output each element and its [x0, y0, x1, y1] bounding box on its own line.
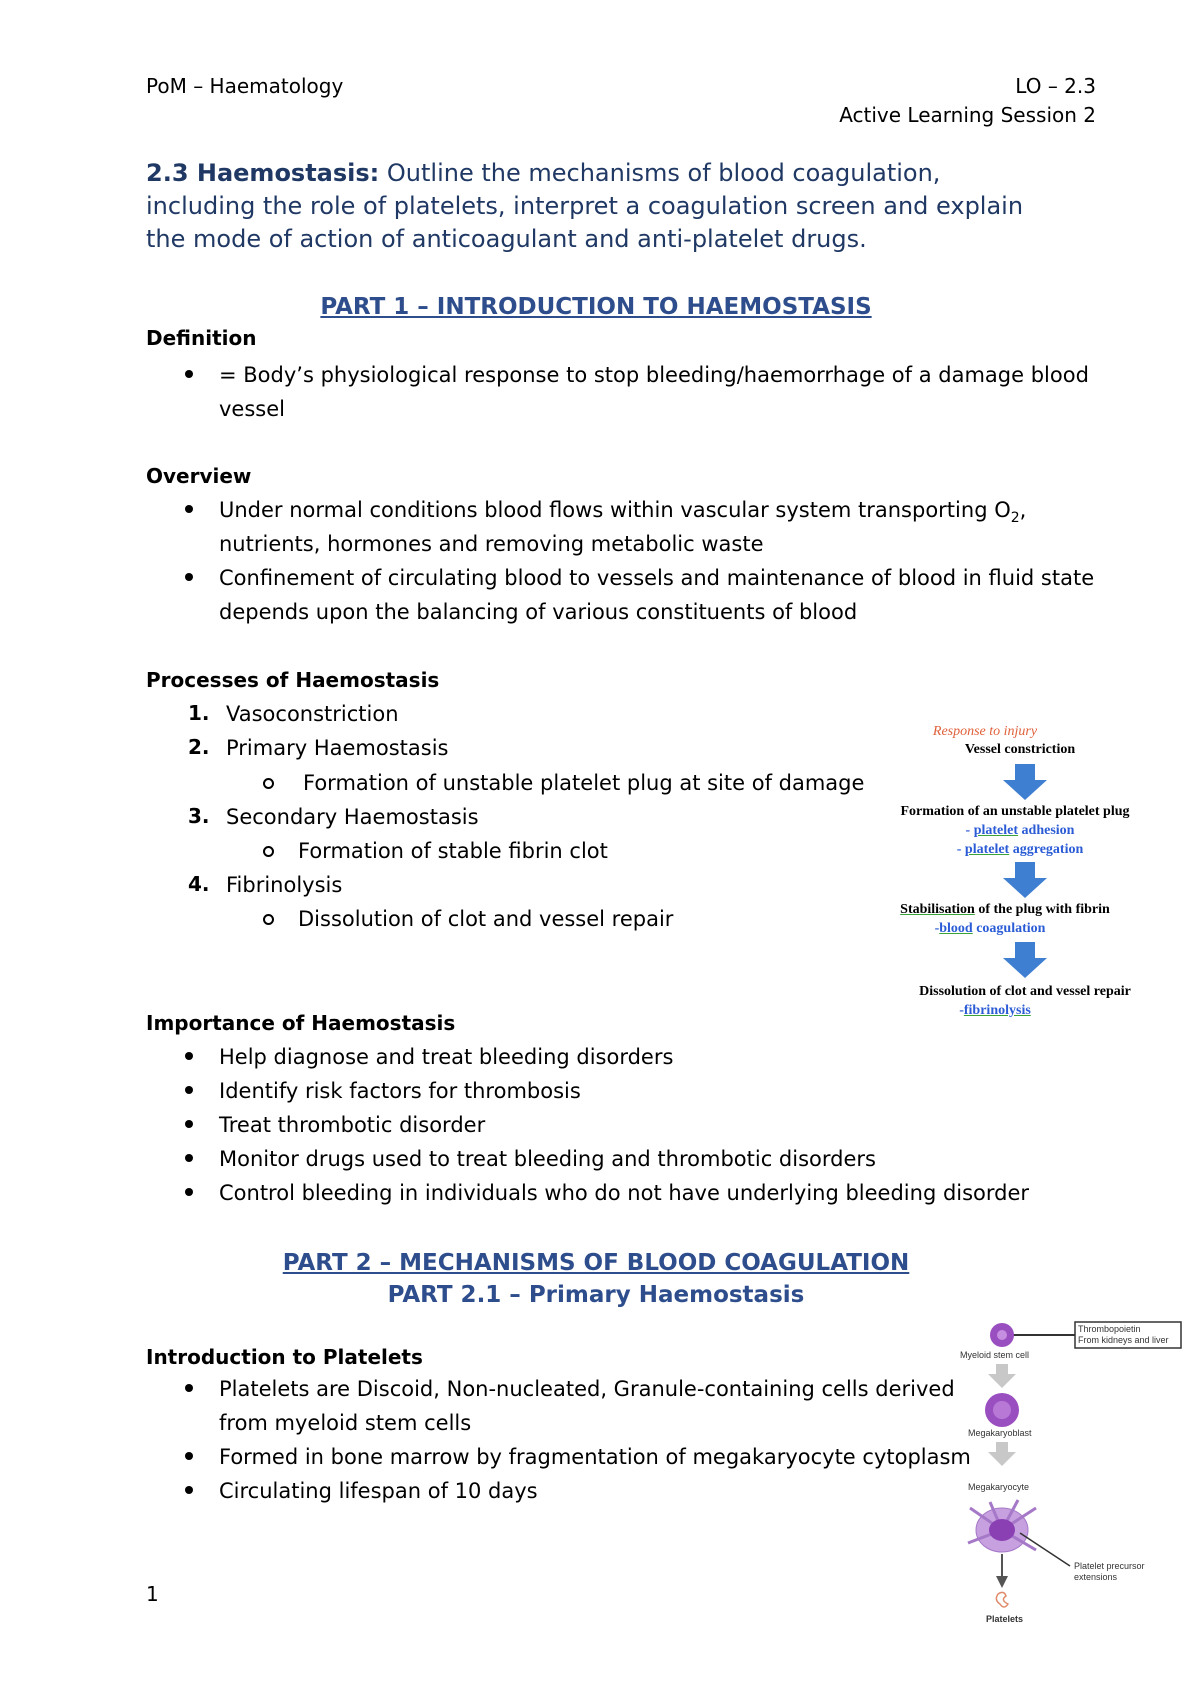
lo-line1: Outline the mechanisms of blood coagulation,	[379, 159, 941, 187]
step-dissolution: Dissolution of clot and vessel repair	[919, 984, 1131, 999]
circle-bullet-icon	[263, 778, 274, 789]
step-unstable-plug: Formation of an unstable platelet plug	[900, 804, 1130, 819]
step-platelet-aggregation: - platelet aggregation	[956, 842, 1084, 857]
header-session: Active Learning Session 2	[839, 103, 1096, 127]
importance-heading: Importance of Haemostasis	[146, 1011, 456, 1035]
overview-item1-cont: nutrients, hormones and removing metabolic waste	[219, 532, 764, 556]
page-number: 1	[146, 1582, 159, 1606]
label-myeloid-stem-cell: Myeloid stem cell	[960, 1350, 1030, 1360]
overview-item2: Confinement of circulating blood to vessels and maintenance of blood in fluid state	[219, 566, 1095, 590]
process-item-3: Secondary Haemostasis	[226, 805, 479, 829]
header-lo: LO – 2.3	[1015, 74, 1096, 98]
circle-bullet-icon	[263, 914, 274, 925]
platelets-item-3: Circulating lifespan of 10 days	[219, 1479, 538, 1503]
importance-item-3: Treat thrombotic disorder	[219, 1113, 486, 1137]
comma: ,	[1019, 498, 1027, 522]
process-sub-3: Dissolution of clot and vessel repair	[298, 907, 674, 931]
part1-title: PART 1 – INTRODUCTION TO HAEMOSTASIS	[320, 294, 872, 320]
learning-objective	[146, 157, 1076, 256]
platelets-item-1-cont: from myeloid stem cells	[219, 1411, 472, 1435]
bullet-icon	[185, 1154, 193, 1162]
definition-line2: vessel	[219, 397, 285, 421]
bullet-icon	[185, 1486, 193, 1494]
part2-title: PART 2 – MECHANISMS OF BLOOD COAGULATION	[282, 1250, 910, 1276]
lo-line3: the mode of action of anticoagulant and anti-platelet drugs.	[146, 225, 867, 253]
part2-subtitle: PART 2.1 – Primary Haemostasis	[387, 1282, 805, 1308]
response-to-injury-label: Response to injury	[932, 724, 1038, 739]
platelets-item-1: Platelets are Discoid, Non-nucleated, Granule-containing cells derived	[219, 1377, 955, 1401]
list-number: 4.	[188, 872, 210, 896]
bullet-icon	[185, 505, 193, 513]
importance-item-1: Help diagnose and treat bleeding disorders	[219, 1045, 674, 1069]
processes-heading: Processes of Haemostasis	[146, 668, 440, 692]
list-number: 2.	[188, 735, 210, 759]
step-vessel-constriction: Vessel constriction	[964, 742, 1076, 757]
step-blood-coagulation: -blood coagulation	[934, 921, 1046, 936]
process-item-1: Vasoconstriction	[226, 702, 399, 726]
process-item-2: Primary Haemostasis	[226, 736, 449, 760]
definition-heading: Definition	[146, 326, 257, 350]
list-number: 1.	[188, 701, 210, 725]
label-platelets: Platelets	[986, 1614, 1024, 1624]
bullet-icon	[185, 573, 193, 581]
overview-heading: Overview	[146, 464, 252, 488]
step-platelet-adhesion: - platelet adhesion	[965, 823, 1075, 838]
platelets-item-2: Formed in bone marrow by fragmentation of megakaryocyte cytoplasm	[219, 1445, 971, 1469]
lo-line2: including the role of platelets, interpret a coagulation screen and explain	[146, 192, 1024, 220]
importance-item-4: Monitor drugs used to treat bleeding and thrombotic disorders	[219, 1147, 876, 1171]
lo-prefix: 2.3 Haemostasis:	[146, 159, 380, 187]
down-arrow-icon	[1003, 942, 1047, 978]
circle-bullet-icon	[263, 846, 274, 857]
label-platelet-precursor: Platelet precursor extensions	[1074, 1561, 1145, 1582]
overview-item2-cont: depends upon the balancing of various constituents of blood	[219, 600, 858, 624]
label-megakaryoblast: Megakaryoblast	[968, 1428, 1032, 1438]
subscript-2: 2	[1010, 510, 1020, 527]
platelets-heading: Introduction to Platelets	[146, 1345, 423, 1369]
bullet-icon	[185, 370, 193, 378]
overview-item1-text: Under normal conditions blood flows within vascular system transporting O	[219, 498, 1011, 522]
process-sub-2: Formation of stable fibrin clot	[298, 839, 608, 863]
process-sub-1: Formation of unstable platelet plug at site of damage	[303, 771, 865, 795]
bullet-icon	[185, 1188, 193, 1196]
haemostasis-flow-diagram	[855, 720, 1175, 1040]
down-arrow-icon	[1003, 764, 1047, 800]
bullet-icon	[185, 1052, 193, 1060]
header-left: PoM – Haematology	[146, 74, 344, 98]
step-stabilisation: Stabilisation of the plug with fibrin	[900, 902, 1110, 917]
definition-line1: = Body’s physiological response to stop bleeding/haemorrhage of a damage blood	[219, 363, 1089, 387]
bullet-icon	[185, 1120, 193, 1128]
thrombopoietin-box: Thrombopoietin From kidneys and liver	[1078, 1324, 1169, 1345]
importance-item-2: Identify risk factors for thrombosis	[219, 1079, 581, 1103]
bullet-icon	[185, 1086, 193, 1094]
platelet-production-graphic	[960, 1318, 1185, 1638]
importance-item-5: Control bleeding in individuals who do not have underlying bleeding disorder	[219, 1181, 1030, 1205]
bullet-icon	[185, 1452, 193, 1460]
step-fibrinolysis: -fibrinolysis	[959, 1003, 1031, 1018]
platelet-production-diagram	[960, 1318, 1185, 1638]
process-item-4: Fibrinolysis	[226, 873, 343, 897]
label-megakaryocyte: Megakaryocyte	[968, 1482, 1030, 1492]
bullet-icon	[185, 1384, 193, 1392]
down-arrow-icon	[1003, 862, 1047, 898]
list-number: 3.	[188, 804, 210, 828]
